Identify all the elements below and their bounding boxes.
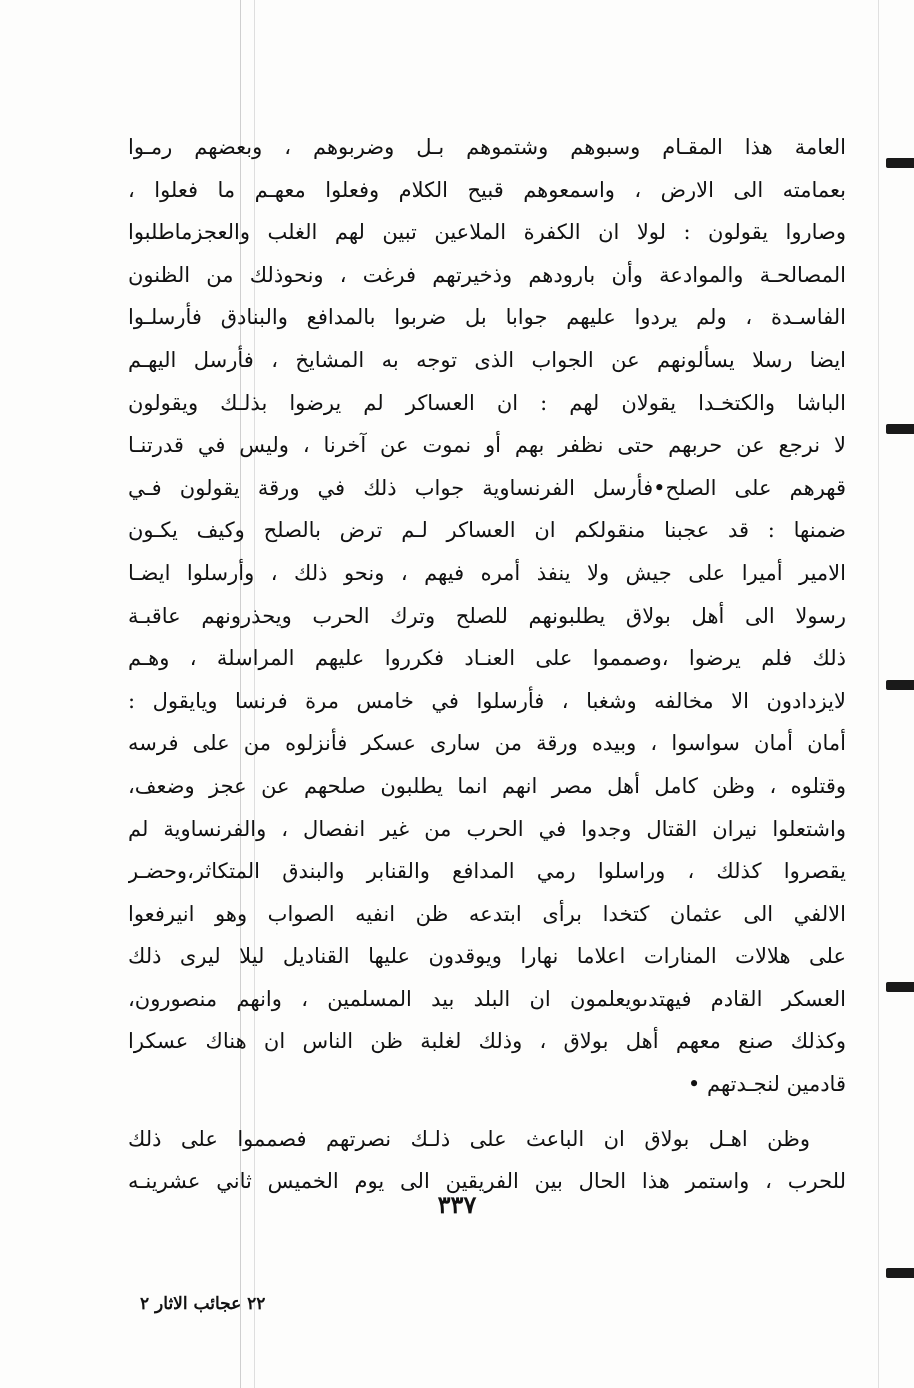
text-line: الباشا والكتخـدا يقولان لهم : ان العساكر لم يرضوا بذلـك ويقولون	[128, 390, 846, 415]
binding-mark	[886, 1268, 914, 1278]
text-line: ذلك فلم يرضوا ،وصمموا على العنـاد فكرروا عليهم المراسلة ، وهـم	[128, 646, 846, 671]
text-line: يقصروا كذلك ، وراسلوا رمي المدافع والقنابر والبندق المتكاثر،وحضـر	[128, 859, 846, 884]
body-text	[128, 126, 846, 1203]
text-line: وصاروا يقولون : لولا ان الكفرة الملاعين تبين لهم الغلب والعجزماطلبوا	[128, 220, 846, 245]
text-line: لا نرجع عن حربهم حتى نظفر بهم أو نموت عن آخرنا ، وليس في قدرتنـا	[128, 433, 846, 458]
text-line: وكذلك صنع معهم أهل بولاق ، وذلك لغلبة ظن الناس ان هناك عسكرا	[128, 1029, 846, 1054]
text-line: العامة هذا المقـام وسبوهم وشتموهم بـل وضربوهم ، وبعضهم رمـوا	[128, 135, 846, 159]
text-line: واشتعلوا نيران القتال وجدوا في الحرب من غير انفصال ، والفرنساوية لم	[128, 816, 846, 841]
printer-signature: ٢٢ عجائب الاثار ٢	[140, 1294, 266, 1314]
text-line: للحرب ، واستمر هذا الحال بين الفريقين الى يوم الخميس ثاني عشرينـه	[128, 1169, 846, 1194]
text-line: ايضا رسلا يسألونهم عن الجواب الذى توجه به المشايخ ، فأرسل اليهـم	[128, 347, 846, 372]
paragraph-gap	[128, 1106, 846, 1118]
text-line: المصالحـة والموادعة وأن بارودهم وذخيرتهم فرغت ، ونحوذلك من الظنون	[128, 262, 846, 287]
text-line: بعمامته الى الارض ، واسمعوهم قبيح الكلام وفعلوا معهـم ما فعلوا ،	[128, 177, 846, 202]
text-line: وقتلوه ، وظن كامل أهل مصر انهم انما يطلبون صلحهم عن عجز وضعف،	[128, 773, 846, 798]
text-line: قادمين لنجـدتهم •	[687, 1072, 846, 1097]
text-line: قهرهم على الصلح•فأرسل الفرنساوية جواب ذلك في ورقة يقولون فـي	[128, 475, 846, 500]
scan-line	[878, 0, 879, 1388]
text-line: لايزدادون الا مخالفه وشغبا ، فأرسلوا في خامس مرة فرنسا ويايقول :	[128, 688, 846, 713]
binding-mark	[886, 158, 914, 168]
binding-mark	[886, 680, 914, 690]
text-line: الامير أميرا على جيش ولا ينفذ أمره فيهم ، ونحو ذلك ، وأرسلوا ايضـا	[128, 560, 846, 585]
text-line: أمان أمان سواسوا ، وبيده ورقة من سارى عسكر فأنزلوه من على فرسه	[128, 731, 846, 756]
text-line: الالفي الى عثمان كتخدا برأى ابتدعه ظن انفيه الصواب وهو انيرفعوا	[128, 901, 846, 926]
text-line: العسكر القادم فيهتدىويعلمون ان البلد بيد المسلمين ، وانهم منصورون،	[128, 986, 846, 1011]
text-line: ضمنها : قد عجبنا منقولكم ان العساكر لـم ترض بالصلح وكيف يكـون	[128, 518, 846, 543]
binding-mark	[886, 982, 914, 992]
binding-mark	[886, 424, 914, 434]
text-line: على هلالات المنارات اعلاما نهارا ويوقدون عليها القناديل ليلا ليرى ذلك	[128, 944, 846, 969]
text-line: وظن اهـل بولاق ان الباعث على ذلـك نصرتهم فصمموا على ذلك	[128, 1126, 810, 1151]
page-number: ٣٣٧	[437, 1190, 477, 1219]
text-line: الفاسـدة ، ولم يردوا عليهم جوابا بل ضربوا بالمدافع والبنادق فأرسلـوا	[128, 305, 846, 330]
text-line: رسولا الى أهل بولاق يطلبونهم للصلح وترك الحرب ويحذرونهم عاقبـة	[128, 603, 846, 628]
